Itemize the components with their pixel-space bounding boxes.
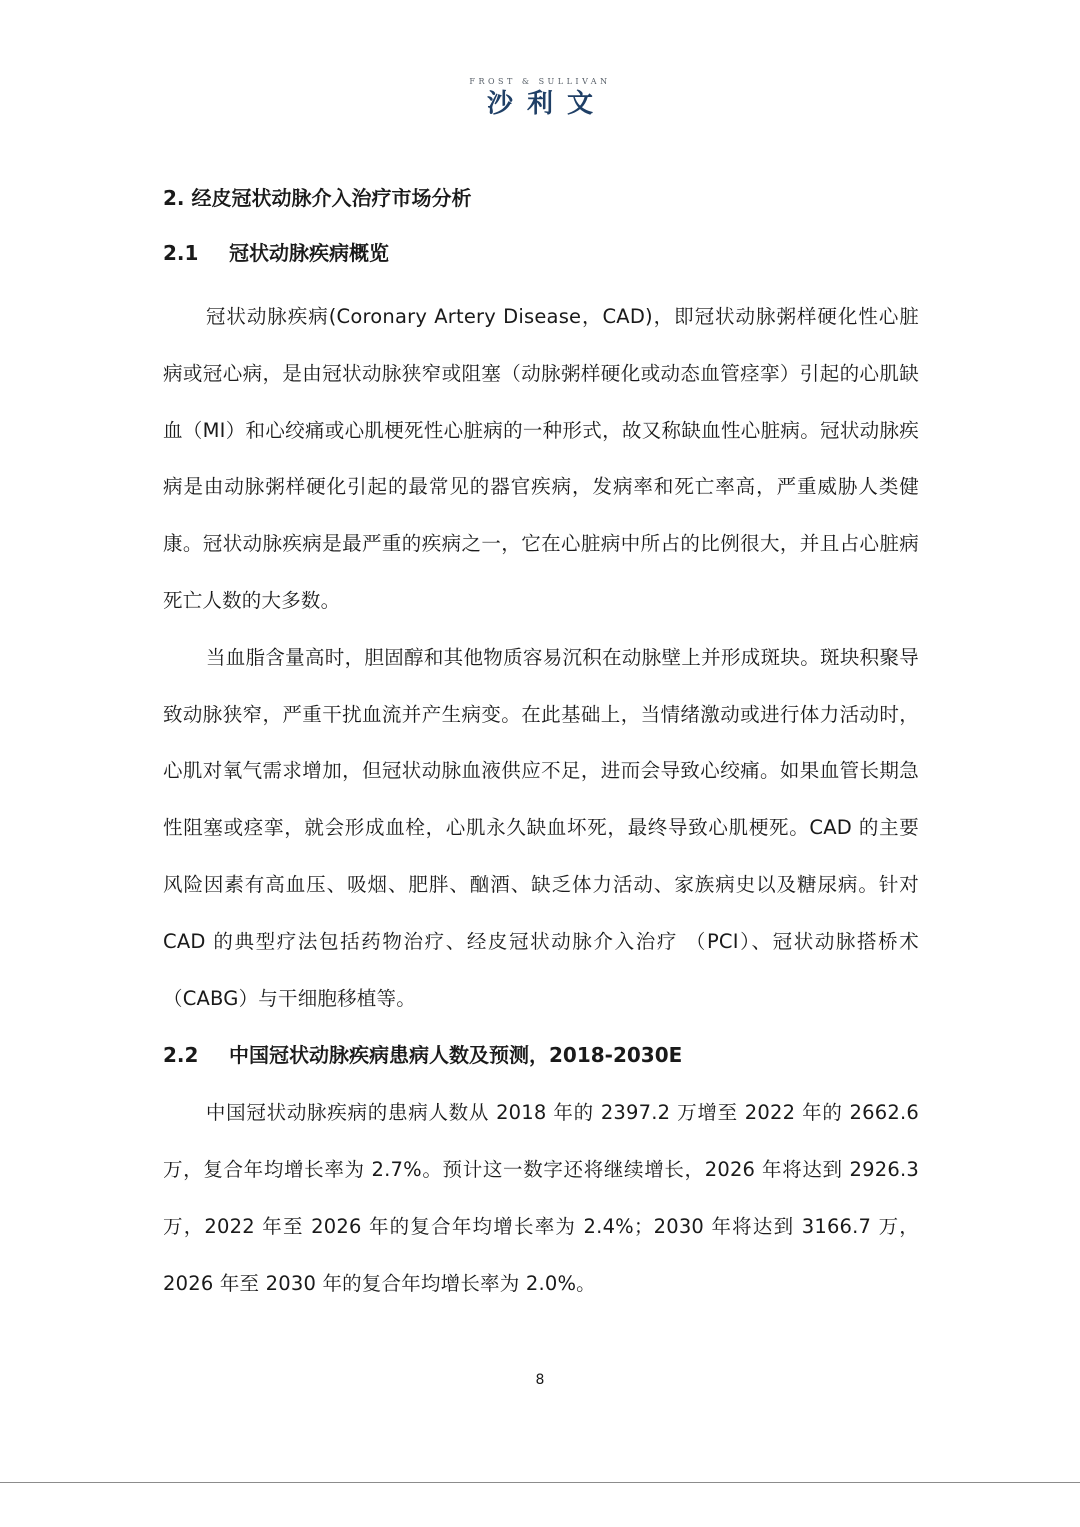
paragraph-cad-mechanism: 当血脂含量高时，胆固醇和其他物质容易沉积在动脉壁上并形成斑块。斑块积聚导致动脉狭窄，严重干扰血流并产生病变。在此基础上，当情绪激动或进行体力活动时，心肌对氧气需求增加，但冠状动脉血液供应不足，进而会导致心绞痛。如果血管长期急性阻塞或痉挛，就会形成血栓，心肌永久缺血坏死，最终导致心肌梗死。CAD 的主要风险因素有高血压、吸烟、肥胖、酗酒、缺乏体力活动、家族病史以及糖尿病。针对 CAD 的典型疗法包括药物治疗、经皮冠状动脉介入治疗 （PCI）、冠状动脉搭桥术（CABG）与干细胞移植等。 (163, 645, 919, 1010)
subsection-title: 中国冠状动脉疾病患病人数及预测，2018-2030E (229, 1043, 683, 1068)
subsection-heading-2-2 (163, 1029, 919, 1081)
subsection-number: 2.1 (163, 241, 199, 265)
paragraph-cad-definition: 冠状动脉疾病(Coronary Artery Disease，CAD)，即冠状动脉粥样硬化性心脏病或冠心病，是由冠状动脉狭窄或阻塞（动脉粥样硬化或动态血管痉挛）引起的心肌缺血（MI）和心绞痛或心肌梗死性心脏病的一种形式，故又称缺血性心脏病。冠状动脉疾病是由动脉粥样硬化引起的最常见的器官疾病，发病率和死亡率高，严重威胁人类健康。冠状动脉疾病是最严重的疾病之一，它在心脏病中所占的比例很大，并且占心脏病死亡人数的大多数。 (163, 305, 919, 612)
document-body (163, 180, 919, 1313)
paragraph-patient-statistics: 中国冠状动脉疾病的患病人数从 2018 年的 2397.2 万增至 2022 年的 2662.6 万，复合年均增长率为 2.7%。预计这一数字还将继续增长，2026 年将达到 2926.3 万，2022 年至 2026 年的复合年均增长率为 2.4%；2030 年将达到 3166.7 万，2026 年至 2030 年的复合年均增长率为 2.0%。 (163, 1101, 919, 1295)
subsection-title: 冠状动脉疾病概览 (229, 241, 389, 265)
logo-chinese-name: 沙利文 (486, 89, 607, 119)
section-heading: 2. 经皮冠状动脉介入治疗市场分析 (163, 186, 472, 210)
subsection-number: 2.2 (163, 1043, 199, 1068)
page-number: 8 (535, 1372, 545, 1388)
bottom-divider (0, 1482, 1080, 1483)
frost-sullivan-logo (0, 76, 1080, 120)
logo-english-name: FROST & SULLIVAN (469, 77, 611, 86)
subsection-heading-2-1 (163, 235, 919, 271)
